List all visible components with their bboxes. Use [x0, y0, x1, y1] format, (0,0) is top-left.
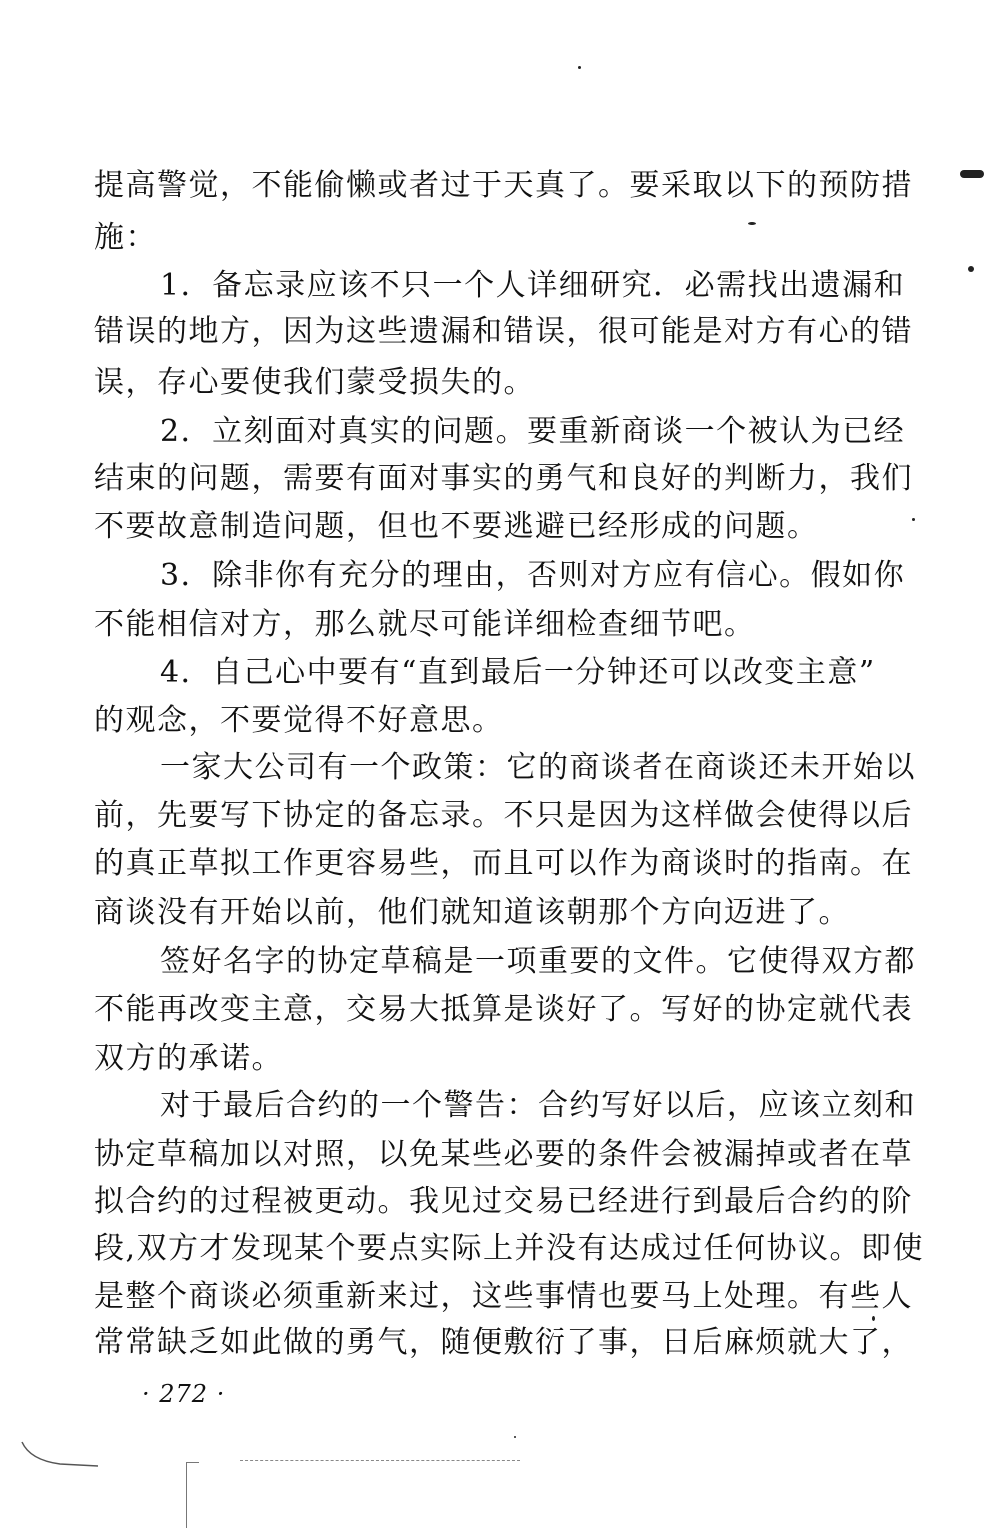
text-line: 的观念，不要觉得不好意思。	[94, 703, 504, 738]
text-line: 前，先要写下协定的备忘录。不只是因为这样做会使得以后	[94, 798, 913, 833]
scan-speck	[960, 170, 984, 178]
scan-speck	[748, 222, 756, 225]
text-line: 误，存心要使我们蒙受损失的。	[94, 365, 535, 400]
text-line: 双方的承诺。	[94, 1041, 283, 1076]
scan-speck	[514, 1436, 516, 1438]
scan-edge-curve	[20, 1440, 100, 1480]
text-line: 结束的问题，需要有面对事实的勇气和良好的判断力，我们	[94, 461, 913, 496]
text-line: 对于最后合约的一个警告：合约写好以后，应该立刻和	[160, 1088, 916, 1123]
text-line: 的真正草拟工作更容易些，而且可以作为商谈时的指南。在	[94, 846, 913, 881]
text-line: 提高警觉，不能偷懒或者过于天真了。要采取以下的预防措	[94, 168, 913, 203]
scan-speck	[912, 518, 915, 521]
text-line: 不能再改变主意，交易大抵算是谈好了。写好的协定就代表	[94, 992, 913, 1027]
text-line: 施：	[94, 220, 157, 255]
text-line: 4．自己心中要有“直到最后一分钟还可以改变主意”	[160, 655, 876, 690]
text-line: 签好名字的协定草稿是一项重要的文件。它使得双方都	[160, 944, 916, 979]
text-line: 拟合约的过程被更动。我见过交易已经进行到最后合约的阶	[94, 1184, 913, 1219]
text-line: 不能相信对方，那么就尽可能详细检查细节吧。	[94, 607, 756, 642]
page-number: · 272 ·	[142, 1380, 226, 1408]
text-line: 错误的地方，因为这些遗漏和错误，很可能是对方有心的错	[94, 314, 913, 349]
scan-speck	[872, 1316, 875, 1321]
scan-edge-mark	[186, 1462, 199, 1528]
text-line: 是整个商谈必须重新来过，这些事情也要马上处理。有些人	[94, 1279, 913, 1314]
text-line: 2．立刻面对真实的问题。要重新商谈一个被认为已经	[160, 414, 906, 449]
text-line: 商谈没有开始以前，他们就知道该朝那个方向迈进了。	[94, 895, 850, 930]
scan-speck	[968, 266, 974, 272]
scan-edge-line	[240, 1460, 520, 1461]
scan-speck	[578, 66, 581, 69]
text-line: 段,双方才发现某个要点实际上并没有达成过任何协议。即使	[94, 1231, 925, 1266]
text-line: 不要故意制造问题，但也不要逃避已经形成的问题。	[94, 509, 819, 544]
text-line: 1．备忘录应该不只一个人详细研究．必需找出遗漏和	[160, 268, 906, 303]
text-line: 常常缺乏如此做的勇气，随便敷衍了事，日后麻烦就大了，	[94, 1325, 913, 1360]
text-line: 一家大公司有一个政策：它的商谈者在商谈还未开始以	[160, 750, 916, 785]
text-line: 3．除非你有充分的理由，否则对方应有信心。假如你	[160, 558, 906, 593]
text-line: 协定草稿加以对照，以免某些必要的条件会被漏掉或者在草	[94, 1137, 913, 1172]
